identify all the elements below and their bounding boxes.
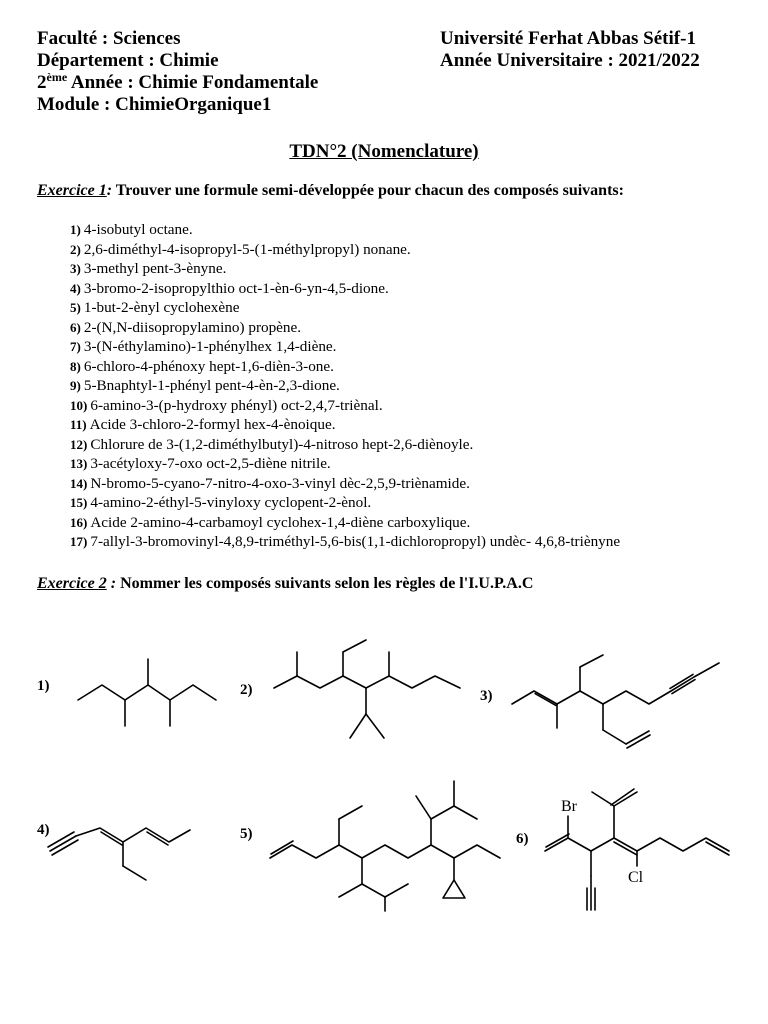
exercise1-item-text: 3-methyl pent-3-ènyne.: [83, 260, 227, 277]
page-title-text: TDN°2 (Nomenclature): [289, 141, 479, 162]
exercise1-item-number: 12): [70, 436, 88, 452]
exercise1-item-text: Acide 3-chloro-2-formyl hex-4-ènoique.: [89, 416, 336, 433]
molecule-4-label: 4): [37, 822, 50, 838]
exercise1-instruction: Trouver une formule semi-développée pour chacun des composés suivants:: [112, 182, 624, 199]
molecule-2-structure: [274, 640, 460, 738]
exercise1-item-text: Chlorure de 3-(1,2-diméthylbutyl)-4-nitroso hept-2,6-diènoyle.: [90, 435, 474, 453]
molecule-6-structure: [545, 789, 729, 910]
molecule-3-label: 3): [480, 688, 493, 704]
exercise1-item-text: 3-bromo-2-isopropylthio oct-1-èn-6-yn-4,5-dione.: [83, 279, 389, 297]
exercise1-item-number: 10): [70, 397, 88, 413]
exercise1-item-text: 2-(N,N-diisopropylamino) propène.: [83, 318, 302, 336]
year-superscript: ème: [46, 70, 68, 84]
exercise1-item-text: 5-Bnaphtyl-1-phényl pent-4-èn-2,3-dione.: [83, 377, 340, 394]
exercise1-item-text: Acide 2-amino-4-carbamoyl cyclohex-1,4-diène carboxylique.: [90, 513, 471, 531]
exercise1-item-number: 6): [70, 319, 81, 335]
exercise1-label: Exercice 1: [37, 182, 107, 199]
bromine-atom-label: Br: [561, 798, 577, 815]
exercise1-item-number: 8): [70, 358, 81, 374]
year-text: Année : Chimie Fondamentale: [67, 72, 319, 93]
exercise1-item-number: 9): [70, 378, 81, 393]
exercise1-item-number: 5): [70, 300, 81, 315]
chlorine-atom-label: Cl: [628, 869, 644, 886]
faculty-line: Faculté : Sciences: [37, 28, 181, 49]
molecule-1-structure: [78, 659, 216, 726]
exercise1-item-number: 11): [70, 417, 87, 432]
molecule-5-structure: [270, 781, 500, 911]
molecule-1-label: 1): [37, 678, 50, 694]
exercise1-item-number: 15): [70, 495, 88, 510]
exercise1-item-text: 1-but-2-ènyl cyclohexène: [83, 299, 240, 316]
exercise1-separator: :: [106, 182, 113, 199]
exercise2-separator: :: [106, 575, 117, 592]
exercise1-item-text: 3-(N-éthylamino)-1-phénylhex 1,4-diène.: [83, 338, 337, 355]
exercise2-instruction: Nommer les composés suivants selon les règles de l'I.U.P.A.C: [116, 575, 534, 592]
exercise1-item-number: 4): [70, 280, 81, 296]
exercise1-item-text: 4-isobutyl octane.: [83, 221, 193, 238]
molecule-4-structure: [48, 828, 190, 880]
molecule-3-structure: [512, 655, 719, 748]
module-line: Module : ChimieOrganique1: [37, 94, 272, 115]
molecule-2-label: 2): [240, 682, 253, 698]
exercise1-item-number: 1): [70, 222, 81, 237]
molecule-6-label: 6): [516, 831, 529, 847]
exercise1-item-number: 7): [70, 339, 81, 354]
university-line: Université Ferhat Abbas Sétif-1: [440, 28, 696, 49]
exercise1-item-number: 13): [70, 456, 88, 471]
exercise1-item-text: 3-acétyloxy-7-oxo oct-2,5-diène nitrile.: [90, 455, 331, 472]
year-number: 2: [37, 72, 47, 93]
exercise1-item-number: 17): [70, 534, 88, 549]
exercise1-item-text: N-bromo-5-cyano-7-nitro-4-oxo-3-vinyl dèc-2,5,9-triènamide.: [90, 474, 470, 492]
academic-year-line: Année Universitaire : 2021/2022: [440, 50, 700, 71]
exercise1-item-text: 4-amino-2-éthyl-5-vinyloxy cyclopent-2-ènol.: [90, 494, 372, 511]
exercise1-item-number: 2): [70, 241, 81, 257]
exercise2-label: Exercice 2: [37, 575, 107, 592]
molecule-5-label: 5): [240, 826, 253, 842]
exercise1-item-number: 16): [70, 514, 88, 530]
exercise1-item-number: 3): [70, 261, 81, 276]
department-line: Département : Chimie: [37, 50, 219, 71]
exercise1-item-text: 7-allyl-3-bromovinyl-4,8,9-triméthyl-5,6-bis(1,1-dichloropropyl) undèc- 4,6,8-triènyne: [90, 533, 621, 550]
exercise1-item-text: 2,6-diméthyl-4-isopropyl-5-(1-méthylpropyl) nonane.: [83, 240, 411, 258]
exercise1-item-text: 6-amino-3-(p-hydroxy phényl) oct-2,4,7-triènal.: [90, 396, 383, 414]
exercise1-item-number: 14): [70, 475, 88, 491]
exercise1-item-text: 6-chloro-4-phénoxy hept-1,6-dièn-3-one.: [83, 357, 334, 375]
